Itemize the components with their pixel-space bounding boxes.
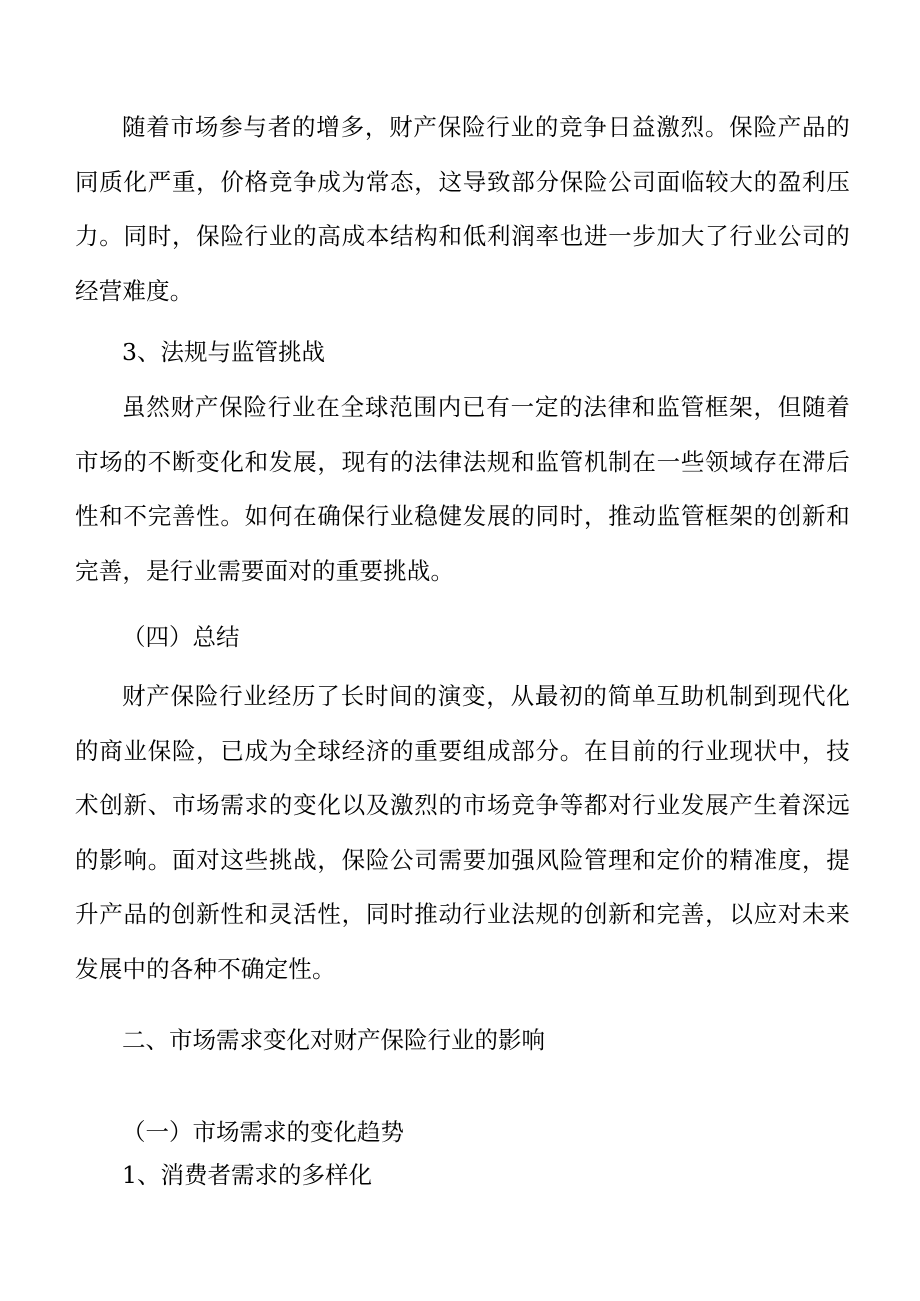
chapter-heading-market-demand: 二、市场需求变化对财产保险行业的影响 [122,1026,545,1054]
section-heading-regulation: 3、法规与监管挑战 [122,338,325,366]
section-heading-demand-trend: （一）市场需求的变化趋势 [122,1118,404,1146]
paragraph-competition: 随着市场参与者的增多，财产保险行业的竞争日益激烈。保险产品的同质化严重，价格竞争成为常态，这导致部分保险公司面临较大的盈利压力。同时，保险行业的高成本结构和低利润率也进一步加大了行业公司的经营难度。 [75,113,850,305]
subsection-heading-consumer-diversity: 1、消费者需求的多样化 [122,1161,372,1189]
section-heading-summary: （四）总结 [122,623,240,651]
paragraph-summary: 财产保险行业经历了长时间的演变，从最初的简单互助机制到现代化的商业保险，已成为全球经济的重要组成部分。在目前的行业现状中，技术创新、市场需求的变化以及激烈的市场竞争等都对行业发展产生着深远的影响。面对这些挑战，保险公司需要加强风险管理和定价的精准度，提升产品的创新性和灵活性，同时推动行业法规的创新和完善，以应对未来发展中的各种不确定性。 [75,682,850,983]
paragraph-regulation: 虽然财产保险行业在全球范围内已有一定的法律和监管框架，但随着市场的不断变化和发展，现有的法律法规和监管机制在一些领域存在滞后性和不完善性。如何在确保行业稳健发展的同时，推动监管框架的创新和完善，是行业需要面对的重要挑战。 [75,393,850,585]
